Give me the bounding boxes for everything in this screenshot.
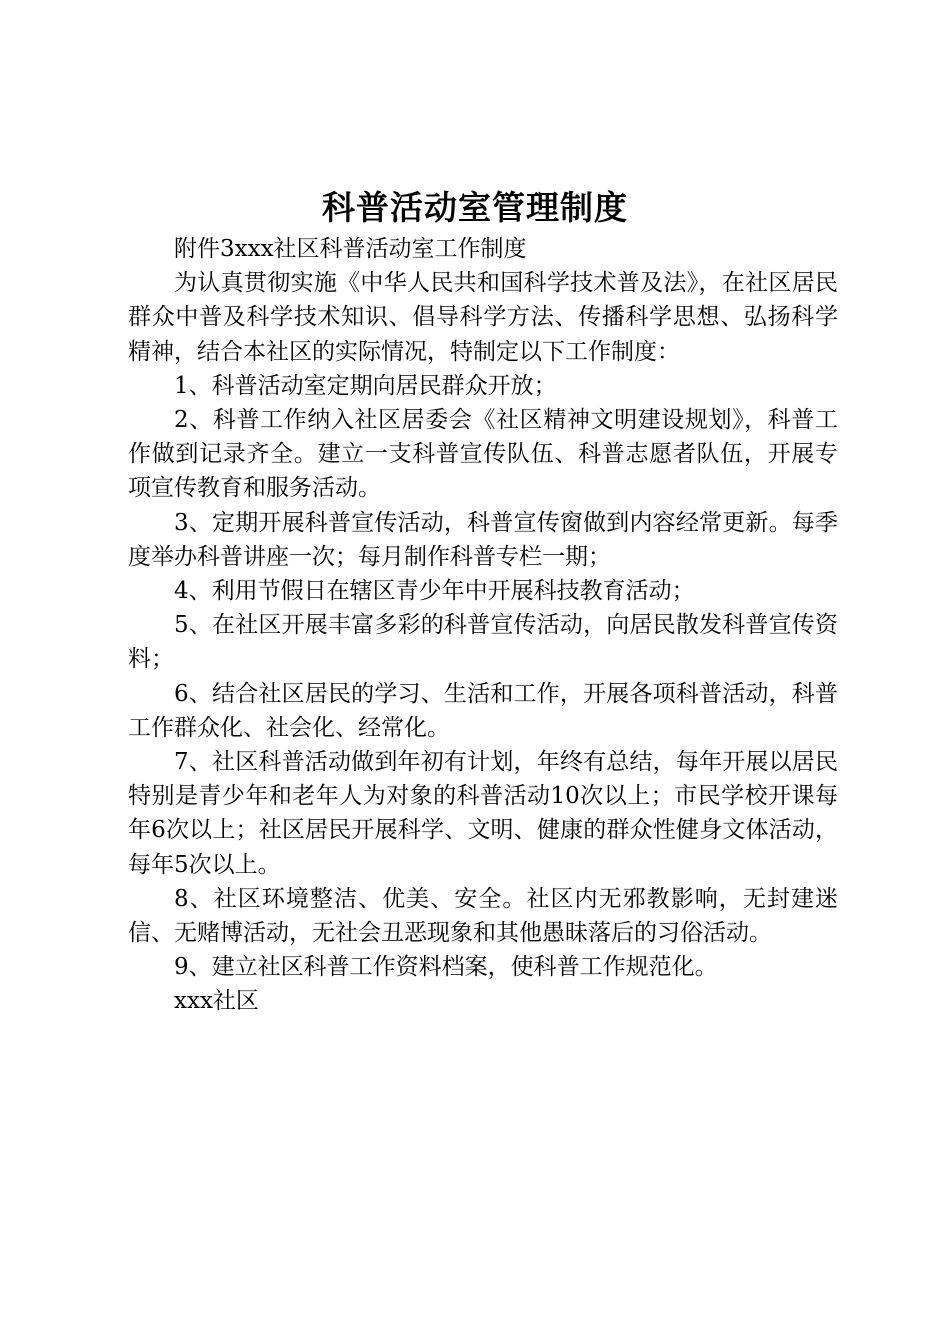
attachment-heading: 附件3xxx社区科普活动室工作制度 (174, 236, 527, 262)
rule-item-6: 6、结合社区居民的学习、生活和工作，开展各项科普活动，科普工作群众化、社会化、经常化。 (128, 680, 838, 741)
rule-item-1: 1、科普活动室定期向居民群众开放； (174, 372, 557, 399)
document-body (128, 232, 838, 1019)
signature-community: xxx社区 (174, 988, 259, 1015)
document-title: 科普活动室管理制度 (322, 188, 628, 227)
intro-paragraph: 为认真贯彻实施《中华人民共和国科学技术普及法》，在社区居民群众中普及科学技术知识、倡导科学方法、传播科学思想、弘扬科学精神，结合本社区的实际情况，特制定以下工作制度： (128, 270, 838, 365)
rule-item-4: 4、利用节假日在辖区青少年中开展科技教育活动； (174, 578, 695, 605)
rule-item-3: 3、定期开展科普宣传活动，科普宣传窗做到内容经常更新。每季度举办科普讲座一次；每月制作科普专栏一期； (128, 509, 838, 570)
rule-item-2: 2、科普工作纳入社区居委会《社区精神文明建设规划》，科普工作做到记录齐全。建立一支科普宣传队伍、科普志愿者队伍，开展专项宣传教育和服务活动。 (128, 407, 838, 502)
rule-item-7: 7、社区科普活动做到年初有计划，年终有总结，每年开展以居民特别是青少年和老年人为对象的科普活动10次以上；市民学校开课每年6次以上；社区居民开展科学、文明、健康的群众性健身文体活动，每年5次以上。 (128, 749, 838, 878)
rule-item-9: 9、建立社区科普工作资料档案，使科普工作规范化。 (174, 954, 718, 981)
rule-item-8: 8、社区环境整洁、优美、安全。社区内无邪教影响，无封建迷信、无赌博活动，无社会丑恶现象和其他愚昧落后的习俗活动。 (128, 885, 838, 947)
rule-item-5: 5、在社区开展丰富多彩的科普宣传活动，向居民散发科普宣传资料； (128, 612, 838, 673)
